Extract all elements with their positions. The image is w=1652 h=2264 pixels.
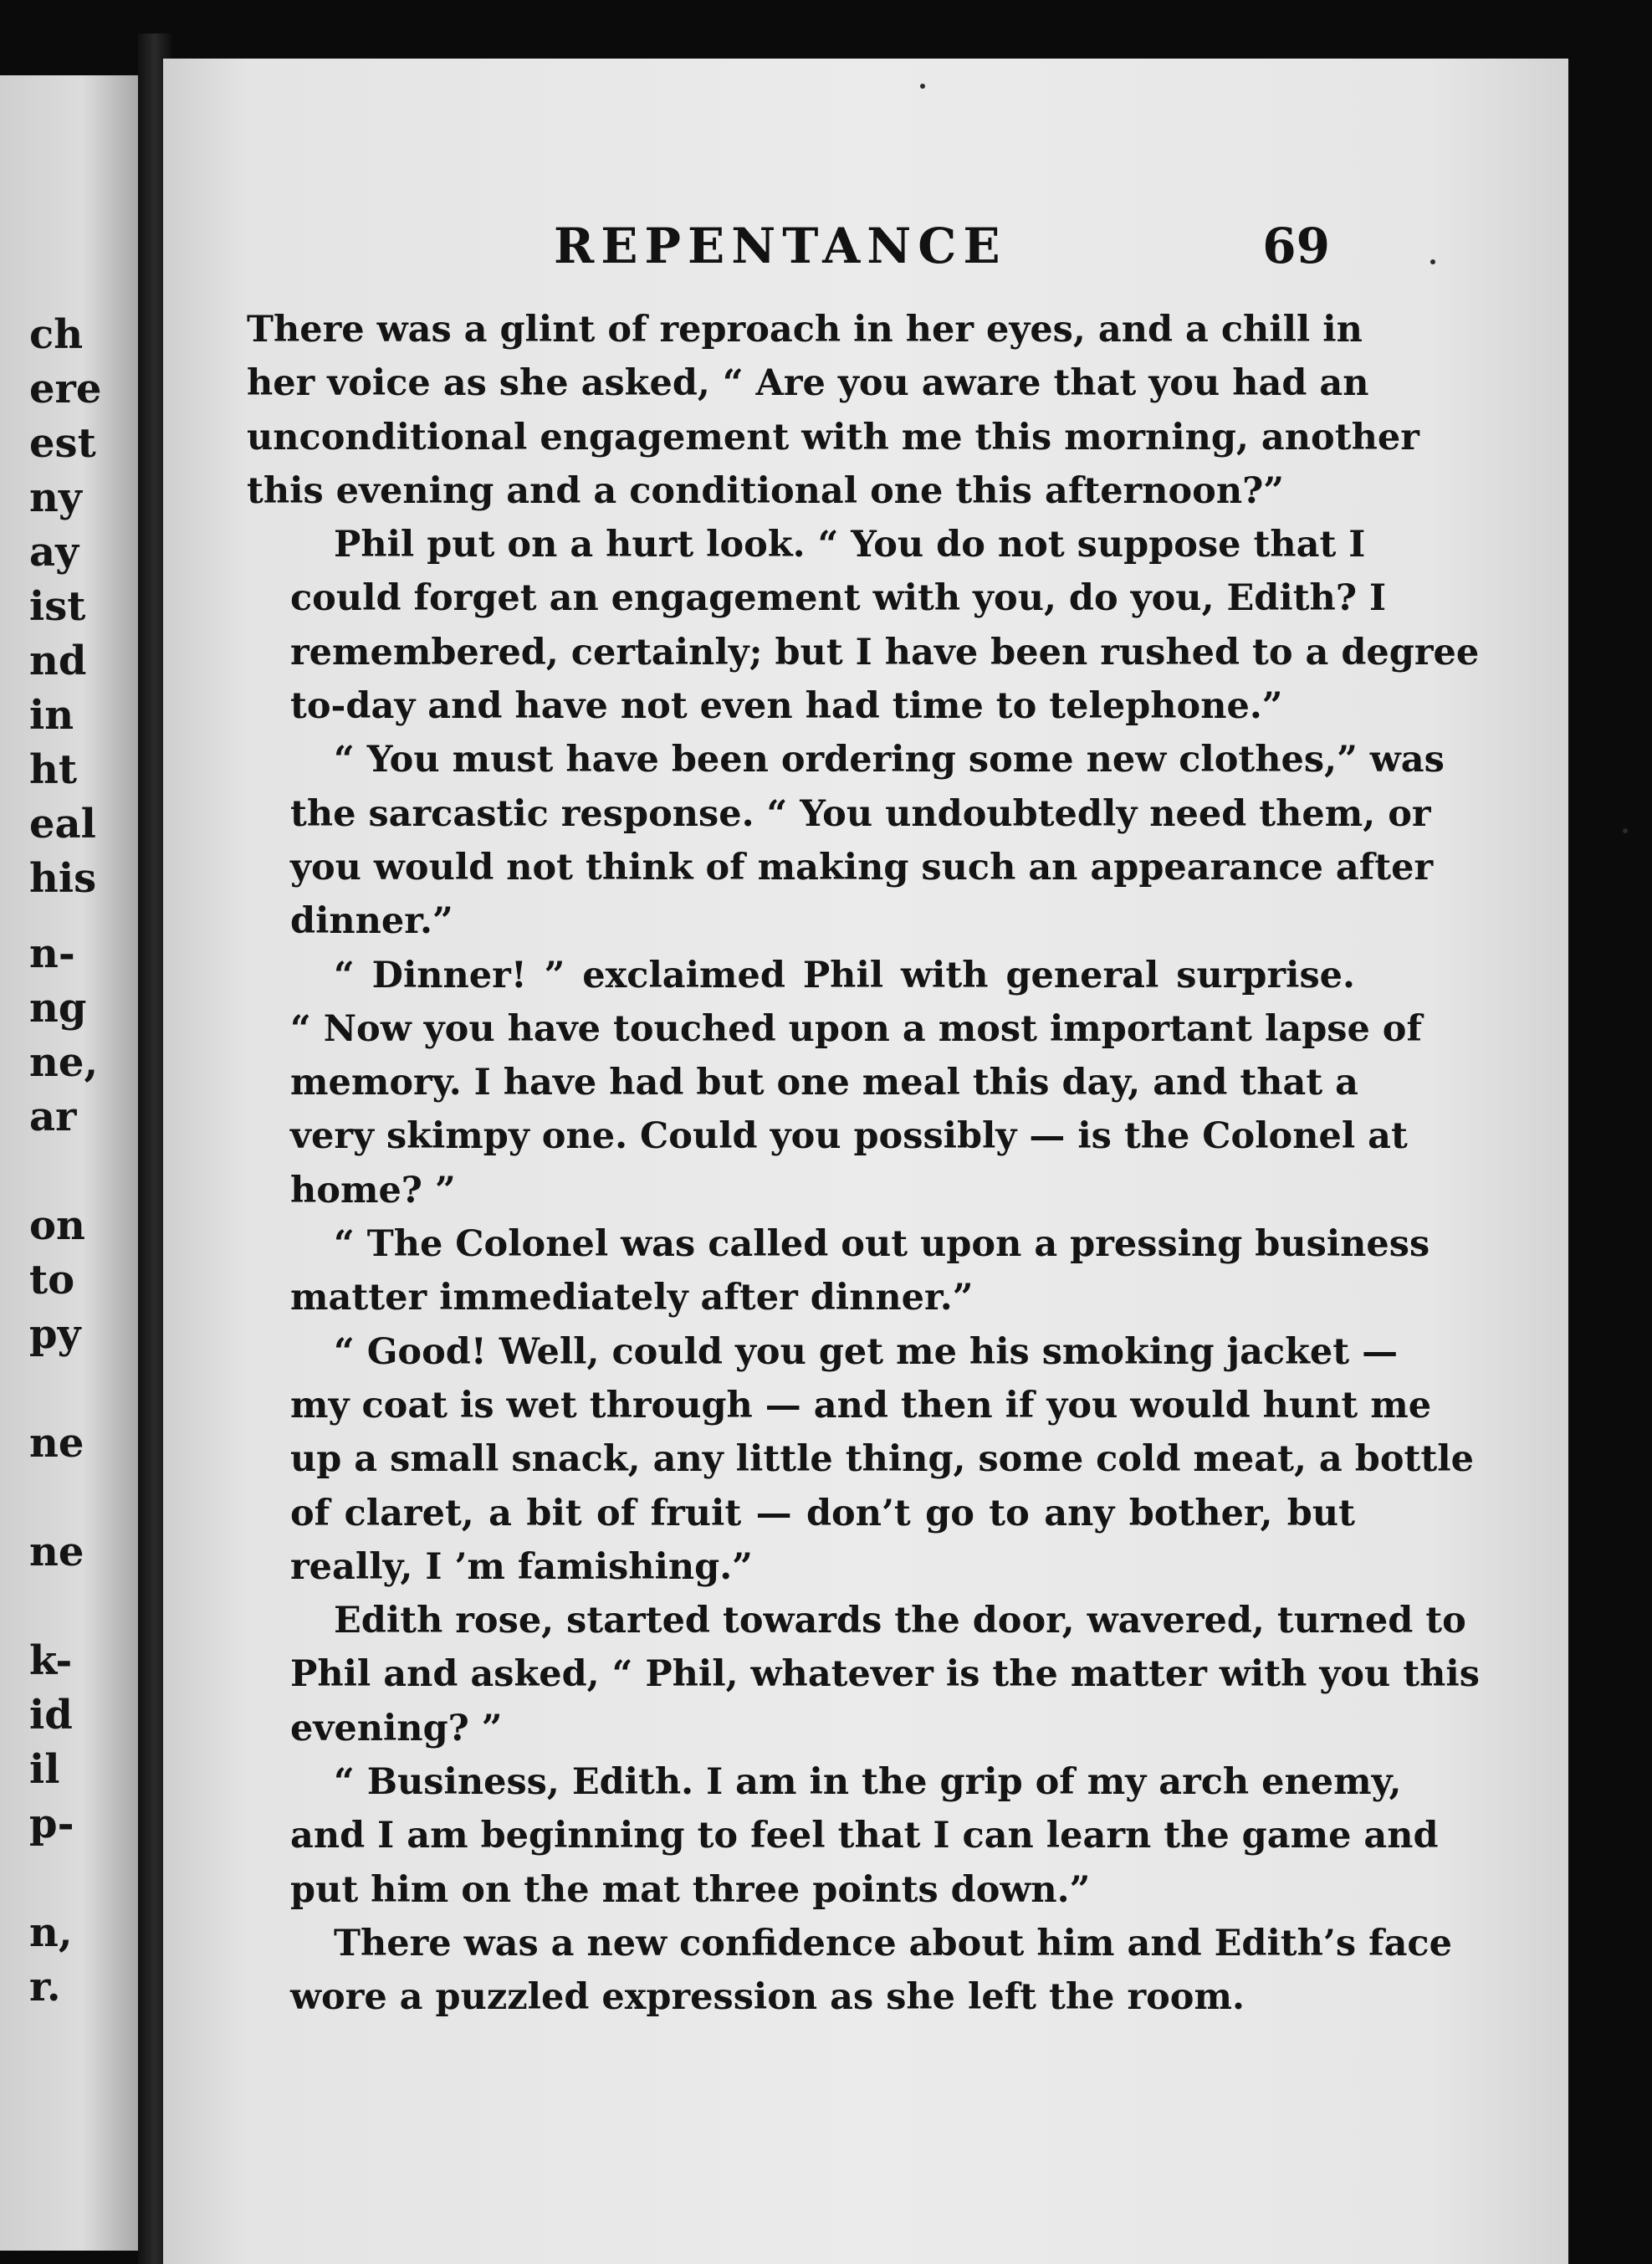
text-line: There was a new confidence about him and Edith’s face xyxy=(334,1922,1452,1964)
page-number: 69 xyxy=(1262,218,1330,274)
scan-speck xyxy=(1430,259,1435,264)
text-line: really, I ’m famishing.” xyxy=(290,1545,753,1588)
facing-page-fragment: eal xyxy=(29,801,96,848)
text-line: her voice as she asked, “ Are you aware that you had an xyxy=(247,362,1369,405)
scan-speck xyxy=(1623,828,1628,833)
facing-page-fragment: ne, xyxy=(29,1039,99,1086)
body-text xyxy=(247,303,1480,2025)
paragraph xyxy=(247,303,1419,518)
facing-page-fragment: ere xyxy=(29,366,102,412)
facing-page-fragment: k- xyxy=(29,1637,73,1684)
facing-page-fragment: in xyxy=(29,692,74,739)
facing-page-fragment: ch xyxy=(29,311,84,358)
paragraph xyxy=(247,733,1445,948)
text-line: this evening and a conditional one this afternoon?” xyxy=(247,469,1285,512)
text-line: Edith rose, started towards the door, wavered, turned to xyxy=(334,1600,1466,1642)
facing-page-fragment: il xyxy=(29,1746,60,1793)
text-line: you would not think of making such an appearance after xyxy=(290,846,1434,889)
paragraph xyxy=(247,1594,1480,1755)
paragraph xyxy=(247,1917,1452,2025)
facing-page-fragment: id xyxy=(29,1692,73,1739)
text-line: Phil and asked, “ Phil, whatever is the matter with you this xyxy=(290,1653,1480,1696)
facing-page-fragment: est xyxy=(29,420,96,467)
text-line: matter immediately after dinner.” xyxy=(290,1277,974,1319)
running-head: REPENTANCE xyxy=(554,218,1007,274)
text-line: and I am beginning to feel that I can learn the game and xyxy=(290,1815,1439,1857)
text-line: “ Good! Well, could you get me his smoking jacket — xyxy=(334,1330,1399,1373)
facing-page-fragment: ist xyxy=(29,583,86,630)
text-line: put him on the mat three points down.” xyxy=(290,1868,1091,1911)
text-line: “ Dinner! ” exclaimed Phil with general surprise. xyxy=(334,954,1355,996)
facing-page-fragment: to xyxy=(29,1257,75,1304)
facing-page-fragment: ne xyxy=(29,1420,84,1467)
text-line: could forget an engagement with you, do you, Edith? I xyxy=(290,577,1387,620)
facing-page-fragment: nd xyxy=(29,638,87,684)
paragraph xyxy=(247,1755,1439,1917)
facing-page-fragment: n- xyxy=(29,930,75,977)
text-line: home? ” xyxy=(290,1169,456,1211)
text-line: unconditional engagement with me this morning, another xyxy=(247,416,1419,458)
facing-page-fragment: his xyxy=(29,855,97,902)
text-line: dinner.” xyxy=(290,900,453,943)
facing-page-fragment: ay xyxy=(29,529,79,576)
facing-page-fragment: on xyxy=(29,1202,85,1249)
text-line: my coat is wet through — and then if you would hunt me xyxy=(290,1384,1432,1427)
paragraph xyxy=(247,949,1422,1217)
text-line: remembered, certainly; but I have been rushed to a degree xyxy=(290,631,1480,674)
text-line: Phil put on a hurt look. “ You do not suppose that I xyxy=(334,524,1366,566)
facing-page-fragment: py xyxy=(29,1311,81,1358)
paragraph xyxy=(247,1325,1474,1594)
facing-page-fragment: r. xyxy=(29,1964,61,2010)
scan-speck xyxy=(920,84,925,89)
page-header xyxy=(393,218,1330,284)
facing-page-fragment: ny xyxy=(29,474,82,521)
text-line: up a small snack, any little thing, some cold meat, a bottle xyxy=(290,1438,1474,1481)
text-line: the sarcastic response. “ You undoubtedly need them, or xyxy=(290,792,1431,835)
text-line: “ The Colonel was called out upon a pressing business xyxy=(334,1223,1430,1266)
facing-page-fragment: p- xyxy=(29,1800,74,1847)
text-line: to-day and have not even had time to telephone.” xyxy=(290,685,1283,728)
facing-page-fragment: ar xyxy=(29,1094,77,1140)
paragraph xyxy=(247,1217,1430,1325)
facing-page-fragment: ne xyxy=(29,1529,84,1575)
paragraph xyxy=(247,518,1480,733)
text-line: evening? ” xyxy=(290,1707,503,1749)
text-line: wore a puzzled expression as she left the room. xyxy=(290,1976,1245,2019)
facing-page-fragment: ht xyxy=(29,746,78,793)
text-line: “ Business, Edith. I am in the grip of my arch enemy, xyxy=(334,1761,1402,1804)
text-line: “ Now you have touched upon a most important lapse of xyxy=(290,1007,1422,1050)
facing-page-fragment: n, xyxy=(29,1909,73,1956)
text-line: memory. I have had but one meal this day, and that a xyxy=(290,1062,1359,1104)
text-line: very skimpy one. Could you possibly — is the Colonel at xyxy=(290,1115,1408,1158)
facing-page-text-fragments xyxy=(0,75,138,2251)
scan-border-right xyxy=(1568,50,1652,2264)
facing-page-left xyxy=(0,75,138,2251)
text-line: There was a glint of reproach in her eyes, and a chill in xyxy=(247,309,1363,351)
text-line: “ You must have been ordering some new clothes,” was xyxy=(334,739,1445,781)
facing-page-fragment: ng xyxy=(29,985,87,1032)
text-line: of claret, a bit of fruit — don’t go to any bother, but xyxy=(290,1492,1355,1534)
